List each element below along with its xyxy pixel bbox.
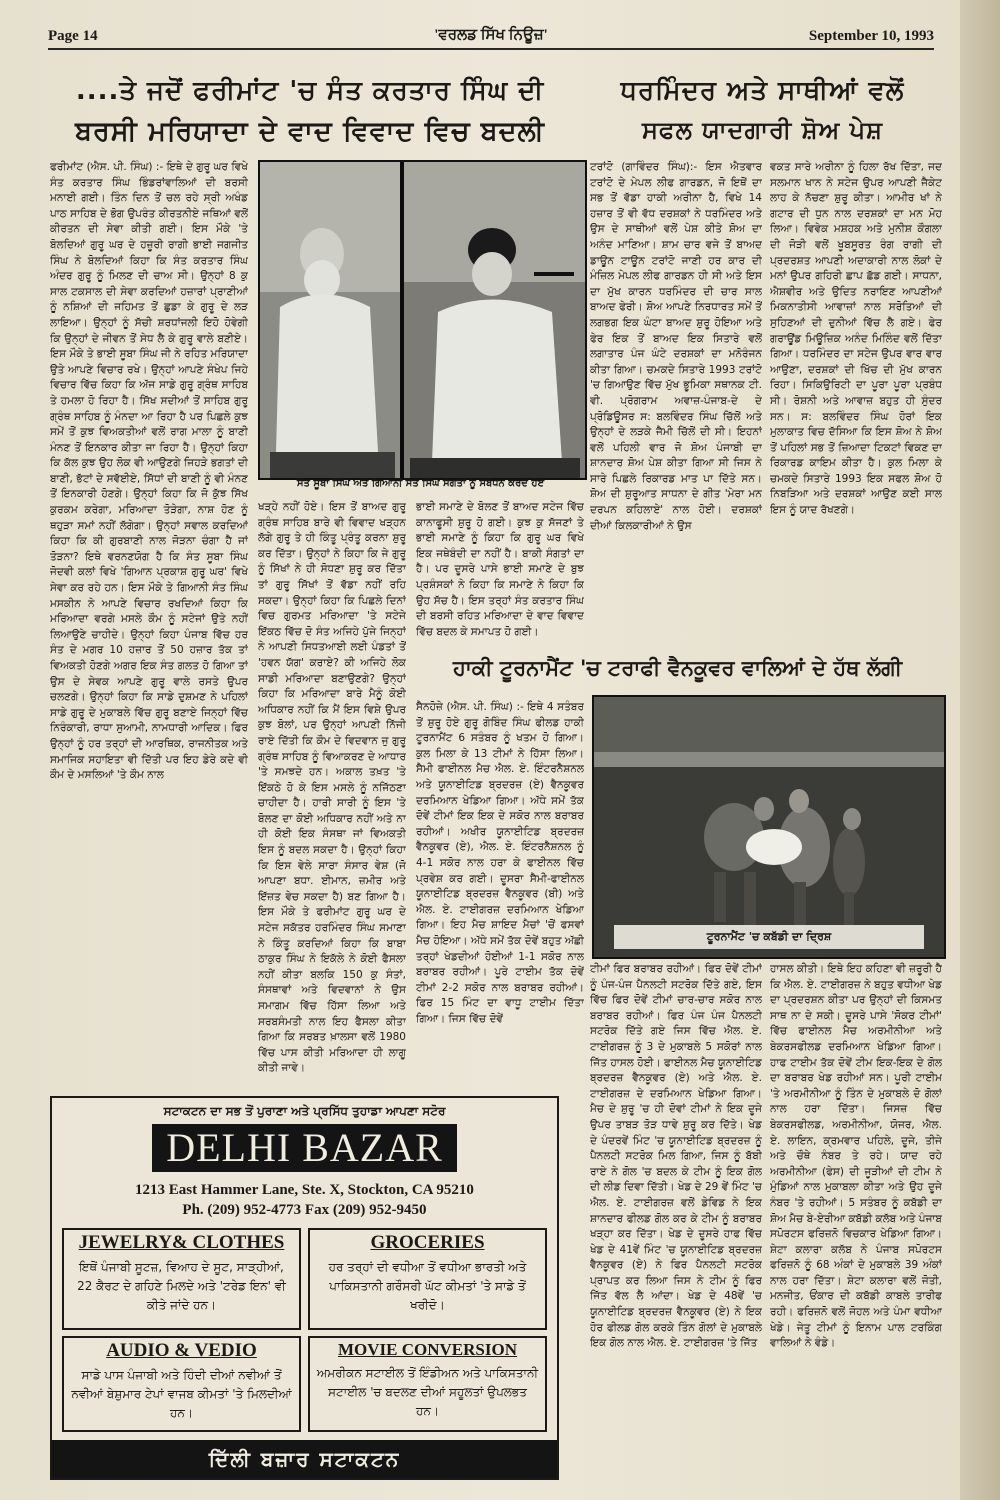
hockey-col1: ਸੈਨਹੋਜ਼ੇ (ਐਸ. ਪੀ. ਸਿੰਘ) :- ਇਥੇ 4 ਸਤੰਬਰ ਤੋਂ ਸ਼ੁਰੂ ਹੋਏ ਗੁਰੂ ਗੋਬਿੰਦ ਸਿੰਘ ਫੀਲਡ ਹਾਕੀ ਟੂਰਨਾਮੈਂਟ 6 ਸਤੰਬਰ ਨੂੰ ਖਤਮ ਹੋ ਗਿਆ। ਕੁਲ ਮਿਲਾ ਕੇ 13 ਟੀਮਾਂ ਨੇ ਹਿੱਸਾ ਲਿਆ। ਸੈਮੀ ਫਾਈਨਲ ਮੈਚ ਐਲ. ਏ. ਇੰਟਰਨੈਸ਼ਨਲ ਅਤੇ ਯੂਨਾਈਟਿਡ ਬ੍ਰਦਰਜ਼ (ਏ) ਵੈਨਕੂਵਰ ਦਰਮਿਆਨ ਖੇਡਿਆ ਗਿਆ। ਅੱਧੇ ਸਮੇਂ ਤੱਕ ਦੋਵੇਂ ਟੀਮਾਂ ਇਕ ਇਕ ਦੇ ਸਕੋਰ ਨਾਲ ਬਰਾਬਰ ਰਹੀਆਂ। ਅਖੀਰ ਯੂਨਾਈਟਿਡ ਬ੍ਰਦਰਜ਼ ਵੈਨਕੂਵਰ (ਏ), ਐਲ. ਏ. ਇੰਟਰਨੈਸ਼ਨਲ ਨੂੰ 4-1 ਸਕੋਰ ਨਾਲ ਹਰਾ ਕੇ ਫਾਈਨਲ ਵਿੱਚ ਪ੍ਰਵੇਸ਼ ਕਰ ਗਈ। ਦੂਸਰਾ ਸੈਮੀ-ਫਾਈਨਲ ਯੂਨਾਈਟਿਡ ਬ੍ਰਦਰਜ਼ ਵੈਨਕੂਵਰ (ਬੀ) ਅਤੇ ਐਲ. ਏ. ਟਾਈਗਰਜ਼ ਦਰਮਿਆਨ ਖੇਡਿਆ ਗਿਆ। ਇਹ ਮੈਚ ਸ਼ਾਇਦ ਮੈਚਾਂ 'ਚੋਂ ਫਸਵਾਂ ਮੈਚ ਹੋਇਆ। ਅੱਧੇ ਸਮੇਂ ਤੱਕ ਦੋਵੇਂ ਬਹੁਤ ਅੱਛੀ ਤਰ੍ਹਾਂ ਖੇਡਦੀਆਂ ਹੋਈਆਂ 1-1 ਸਕੋਰ ਨਾਲ ਬਰਾਬਰ ਰਹੀਆਂ। ਪੂਰੇ ਟਾਈਮ ਤੱਕ ਦੋਵੇਂ ਟੀਮਾਂ 2-2 ਸਕੋਰ ਨਾਲ ਬਰਾਬਰ ਰਹੀਆਂ। ਫਿਰ 15 ਮਿੰਟ ਦਾ ਵਾਧੂ ਟਾਈਮ ਦਿੱਤਾ ਗਿਆ। ਜਿਸ ਵਿੱਚ ਦੋਵੇਂ xyxy=(416,701,584,1025)
left-article-col1: ਫਰੀਮਾਂਟ (ਐਸ. ਪੀ. ਸਿੰਘ) :- ਇਥੇ ਦੇ ਗੁਰੂ ਘਰ ਵਿਖੇ ਸੰਤ ਕਰਤਾਰ ਸਿੰਘ ਭਿੰਡਰਾਂਵਾਲਿਆਂ ਦੀ ਬਰਸੀ ਮਨਾਈ ਗਈ। ਤਿੰਨ ਦਿਨ ਤੋਂ ਚਲ ਰਹੇ ਸ੍ਰੀ ਅਖੰਡ ਪਾਠ ਸਾਹਿਬ ਦੇ ਭੋਗ ਉਪਰੰਤ ਕੀਰਤਨੀਏ ਜਥਿਆਂ ਵਲੋਂ ਕੀਰਤਨ ਦੀ ਸੇਵਾ ਕੀਤੀ ਗਈ। ਇਸ ਮੌਕੇ 'ਤੇ ਬੋਲਦਿਆਂ ਗੁਰੂ ਘਰ ਦੇ ਹਜ਼ੂਰੀ ਰਾਗੀ ਭਾਈ ਜਗਜੀਤ ਸਿੰਘ ਨੇ ਬੋਲਦਿਆਂ ਕਿਹਾ ਕਿ ਸੰਤ ਕਰਤਾਰ ਸਿੰਘ ਅੰਦਰ ਗੁਰੂ ਨੂੰ ਮਿਲਣ ਦੀ ਚਾਅ ਸੀ। ਉਨ੍ਹਾਂ 8 ਕੁ ਸਾਲ ਟਕਸਾਲ ਦੀ ਸੇਵਾ ਕਰਦਿਆਂ ਹਜ਼ਾਰਾਂ ਪ੍ਰਾਣੀਆਂ ਨੂੰ ਨਸ਼ਿਆਂ ਦੀ ਜਹਿਮਤ ਤੋਂ ਛੁਡਾ ਕੇ ਗੁਰੂ ਦੇ ਲੜ ਲਾਇਆ। ਉਨ੍ਹਾਂ ਨੂੰ ਸੱਚੀ ਸ਼ਰਧਾਂਜਲੀ ਇਹੋ ਹੋਵੇਗੀ ਕਿ ਉਨ੍ਹਾਂ ਦੇ ਜੀਵਨ ਤੋਂ ਸੇਧ ਲੈ ਕੇ ਗੁਰੂ ਵਾਲੇ ਬਣੀਏ। ਇਸ ਮੌਕੇ ਤੇ ਭਾਈ ਸੂਬਾ ਸਿੰਘ ਜੀ ਨੇ ਰਹਿਤ ਮਰਿਯਾਦਾ ਉਤੇ ਆਪਣੇ ਵਿਚਾਰ ਰਖੇ। ਉਨ੍ਹਾਂ ਆਪਣੇ ਸੰਖੇਪ ਜਿਹੇ ਵਿਚਾਰ ਵਿੱਚ ਕਿਹਾ ਕਿ ਅੱਜ ਸਾਡੇ ਗੁਰੂ ਗ੍ਰੰਥ ਸਾਹਿਬ ਤੇ ਹਮਲਾ ਹੋ ਰਿਹਾ ਹੈ। ਸਿੱਖ ਸਦੀਆਂ ਤੋਂ ਸਾਹਿਬ ਗੁਰੂ ਗ੍ਰੰਥ ਸਾਹਿਬ ਨੂੰ ਮੰਨਦਾ ਆ ਰਿਹਾ ਹੈ ਪਰ ਪਿਛਲੇ ਕੁਝ ਸਮੇਂ ਤੋਂ ਕੁਝ ਵਿਅਕਤੀਆਂ ਵਲੋਂ ਰਾਗ ਮਾਲਾ ਨੂੰ ਬਾਣੀ ਮੰਨਣ ਤੋਂ ਇਨਕਾਰ ਕੀਤਾ ਜਾ ਰਿਹਾ ਹੈ। ਉਨ੍ਹਾਂ ਕਿਹਾ ਕਿ ਕੱਲ ਕੁਝ ਉਹ ਲੋਕ ਵੀ ਆਉਣਗੇ ਜਿਹੜੇ ਭਗਤਾਂ ਦੀ ਬਾਣੀ, ਭੱਟਾਂ ਦੇ ਸਵੱਈਏ, ਸਿੱਧਾਂ ਦੀ ਬਾਣੀ ਨੂੰ ਵੀ ਮੰਨਣ ਤੋਂ ਇਨਕਾਰੀ ਹੋਣਗੇ। ਉਨ੍ਹਾਂ ਕਿਹਾ ਕਿ ਜੋ ਕੁੱਝ ਸਿੱਖ ਕੁਰਕਮ ਕਰੇਗਾ, ਮਰਿਆਦਾ ਤੋੜੇਗਾ, ਨਾਸ਼ ਹੋਣ ਨੂੰ ਥਹੁੜਾ ਸਮਾਂ ਨਹੀਂ ਲੱਗੇਗਾ। ਉਨ੍ਹਾਂ ਸਵਾਲ ਕਰਦਿਆਂ ਕਿਹਾ ਕਿ ਕੀ ਗੁਰਬਾਣੀ ਨਾਲ ਜੋੜਨਾ ਚੰਗਾ ਹੈ ਜਾਂ ਤੋੜਨਾ? ਇਥੇ ਵਰਨਣਯੋਗ ਹੈ ਕਿ ਸੰਤ ਸੂਬਾ ਸਿੰਘ ਜੋਦਵੀ ਕਲਾਂ ਵਿਖੇ 'ਗਿਆਨ ਪ੍ਰਕਾਸ਼ ਗੁਰੂ ਘਰ' ਵਿਖੇ ਸੇਵਾ ਕਰ ਰਹੇ ਹਨ। ਇਸ ਮੌਕੇ ਤੇ ਗਿਆਨੀ ਸੰਤ ਸਿੰਘ ਮਸਕੀਨ ਨੇ ਆਪਣੇ ਵਿਚਾਰ ਰਖਦਿਆਂ ਕਿਹਾ ਕਿ ਮਰਿਆਦਾ ਵਰਗੇ ਮਸਲੇ ਕੌਮ ਨੂੰ ਸਟੇਜਾਂ ਉਤੇ ਨਹੀਂ ਲਿਆਉਣੇ ਚਾਹੀਦੇ। ਉਨ੍ਹਾਂ ਕਿਹਾ ਪੰਜਾਬ ਵਿੱਚ ਹਰ ਸੰਤ ਦੇ ਮਗਰ 10 ਹਜ਼ਾਰ ਤੋਂ 50 ਹਜ਼ਾਰ ਤੱਕ ਤਾਂ ਵਿਅਕਤੀ ਹੋਣਗੇ ਅਗਰ ਇਕ ਸੰਤ ਗਲਤ ਹੋ ਗਿਆ ਤਾਂ ਉਸ ਦੇ ਸੇਵਕ ਆਪਣੇ ਗੁਰੂ ਵਾਲੇ ਰਸਤੇ ਉਪਰ ਚਲਣਗੇ। ਉਨ੍ਹਾਂ ਕਿਹਾ ਕਿ ਸਾਡੇ ਦੁਸ਼ਮਣ ਨੇ ਪਹਿਲਾਂ ਸਾਡੇ ਗੁਰੂ ਦੇ ਮੁਕਾਬਲੇ ਵਿੱਚ ਗੁਰੂ ਬਣਾਏ ਜਿਨ੍ਹਾਂ ਵਿੱਚ ਨਿਰੰਕਾਰੀ, ਰਾਧਾ ਸੁਆਮੀ, ਨਾਮਧਾਰੀ ਆਦਿਕ। ਫਿਰ ਉਨ੍ਹਾਂ ਨੂੰ ਹਰ ਤਰ੍ਹਾਂ ਦੀ ਆਰਥਿਕ, ਰਾਜਨੀਤਕ ਅਤੇ ਸਮਾਜਿਕ ਸਹਾਇਤਾ ਵੀ ਦਿੱਤੀ ਪਰ ਇਹ ਡੇਰੇ ਕਦੇ ਵੀ ਕੌਮ ਦੇ ਮਸਲਿਆਂ 'ਤੇ ਕੌਮ ਨਾਲ xyxy=(50,161,248,782)
left-article-col3: ਭਾਈ ਸਮਾਣੇ ਦੇ ਬੋਲਣ ਤੋਂ ਬਾਅਦ ਸਟੇਜ ਵਿੱਚ ਕਾਨਾਫੂਸੀ ਸ਼ੁਰੂ ਹੋ ਗਈ। ਕੁਝ ਕੁ ਸੱਜਣਾਂ ਤੇ ਭਾਈ ਸਮਾਣੇ ਨੂੰ ਕਿਹਾ ਕਿ ਗੁਰੂ ਘਰ ਵਿਖੇ ਇਕ ਜਥੇਬੰਦੀ ਦਾ ਨਹੀਂ ਹੈ। ਬਾਕੀ ਸੰਗਤਾਂ ਦਾ ਹੈ। ਪਰ ਦੂਸਰੇ ਪਾਸੇ ਭਾਈ ਸਮਾਣੇ ਦੇ ਬੁਝ ਪ੍ਰਸ਼ੰਸਕਾਂ ਨੇ ਕਿਹਾ ਕਿ ਸਮਾਣੇ ਨੇ ਕਿਹਾ ਕਿ ਉਹ ਸੱਚ ਹੈ। ਇਸ ਤਰ੍ਹਾਂ ਸੰਤ ਕਰਤਾਰ ਸਿੰਘ ਦੀ ਬਰਸੀ ਰਹਿਤ ਮਰਿਆਦਾ ਦੇ ਵਾਦ ਵਿਵਾਦ ਵਿੱਚ ਬਦਲ ਕੇ ਸਮਾਪਤ ਹੋ ਗਈ। xyxy=(416,501,584,638)
ad-footer-banner: ਦਿੱਲੀ ਬਜ਼ਾਰ ਸਟਾਕਟਨ xyxy=(52,1440,557,1478)
issue-date: September 10, 1993 xyxy=(808,28,934,44)
ad-box-movie-conversion xyxy=(308,1336,547,1432)
headline-left-line1: ....ਤੇ ਜਦੋਂ ਫਰੀਮਾਂਟ 'ਚ ਸੰਤ ਕਰਤਾਰ ਸਿੰਘ ਦੀ xyxy=(75,76,545,106)
kabaddi-photo xyxy=(592,695,946,959)
ad-box-groceries-title: GROCERIES xyxy=(370,1232,485,1253)
ad-box-audio-video-title: AUDIO & VEDIO xyxy=(106,1340,257,1361)
page-number: Page 14 xyxy=(48,28,98,44)
kabaddi-photo-caption: ਟੂਰਨਾਮੈਂਟ 'ਚ ਕਬੱਡੀ ਦਾ ਦ੍ਰਿਸ਼ xyxy=(706,930,832,943)
sant-photo xyxy=(258,160,587,480)
hockey-headline: ਹਾਕੀ ਟੂਰਨਾਮੈਂਟ 'ਚ ਟਰਾਫੀ ਵੈਨਕੂਵਰ ਵਾਲਿਆਂ ਦੇ ਹੱਥ ਲੱਗੀ xyxy=(452,656,903,680)
ad-box-jewelry-title: JEWELRY& CLOTHES xyxy=(78,1232,285,1253)
ad-box-movie-conversion-text: ਅਮਰੀਕਨ ਸਟਾਈਲ ਤੋਂ ਇੰਡੀਅਨ ਅਤੇ ਪਾਕਿਸਤਾਨੀ ਸਟਾਈਲ 'ਚ ਬਦਲਣ ਦੀਆਂ ਸਹੂਲਤਾਂ ਉਪਲਭਤ ਹਨ। xyxy=(316,1366,539,1418)
ad-address: 1213 East Hammer Lane, Ste. X, Stockton, CA 95210 xyxy=(135,1182,474,1198)
right-article-col2: ਵਕਤ ਸਾਰੇ ਅਰੀਨਾ ਨੂੰ ਹਿਲਾ ਰੱਖ ਦਿੱਤਾ, ਜਦ ਸਲਮਾਨ ਖਾਨ ਨੇ ਸਟੇਜ ਉਪਰ ਆਪਣੀ ਜੈਕੇਟ ਲਾਹ ਕੇ ਨੱਚਣਾ ਸ਼ੁਰੂ ਕੀਤਾ। ਆਮੀਰ ਖਾਂ ਨੇ ਗਟਾਰ ਦੀ ਧੁਨ ਨਾਲ ਦਰਸ਼ਕਾਂ ਦਾ ਮਨ ਮੋਹ ਲਿਆ। ਵਿਵੇਕ ਮਸ਼ਹਕ ਅਤੇ ਮੁਨੀਸ਼ ਕੌਗਲਾ ਦੀ ਜੋੜੀ ਵਲੋਂ ਖੂਬਸੂਰਤ ਰੰਗ ਰਾਗੀ ਦੀ ਪ੍ਰਦਰਸ਼ਤ ਆਪਣੀ ਅਦਾਕਾਰੀ ਨਾਲ ਲੋਕਾਂ ਦੇ ਮਨਾਂ ਉਪਰ ਗਹਿਰੀ ਛਾਪ ਛੱਡ ਗਈ। ਸਾਧਨਾ, ਐਸ਼ਵੀਰ ਅਤੇ ਉਦਿਤ ਨਰਾਇਣ ਆਪਣੀਆਂ ਮਿਕਨਾਤੀਸੀ ਆਵਾਜ਼ਾਂ ਨਾਲ ਸਰੋਤਿਆਂ ਦੀ ਸੁਹਿਣਆਂ ਦੀ ਦੁਨੀਆਂ ਵਿੱਚ ਲੈ ਗਏ। ਫੇਰ ਗਰਾਊਂਡ ਮਿਊਜ਼ਿਕ ਅਨੰਦ ਮਿਲਿੰਦ ਵਲੋਂ ਦਿੱਤਾ ਗਿਆ। ਧਰਮਿੰਦਰ ਦਾ ਸਟੇਜ ਉਪਰ ਵਾਰ ਵਾਰ ਆਉਣਾ, ਦਰਸ਼ਕਾਂ ਦੀ ਖਿੱਚ ਦੀ ਮੁੱਖ ਕਾਰਨ ਰਿਹਾ। ਸਿਕਿਉਰਿਟੀ ਦਾ ਪੂਰਾ ਪੂਰਾ ਪ੍ਰਬੰਧ ਸੀ। ਰੋਸ਼ਨੀ ਅਤੇ ਆਵਾਜ਼ ਬਹੁਤ ਹੀ ਸੁੰਦਰ ਸਨ। ਸ: ਬਲਵਿੰਦਰ ਸਿੰਘ ਹੋਰਾਂ ਇਕ ਮੁਲਾਕਾਤ ਵਿਚ ਦੱਸਿਆ ਕਿ ਇਸ ਸ਼ੋਅ ਨੇ ਸ਼ੋਅ ਤੋਂ ਪਹਿਲਾਂ ਸਭ ਤੋਂ ਜ਼ਿਆਦਾ ਟਿਕਟਾਂ ਵਿਕਣ ਦਾ ਰਿਕਾਰਡ ਕਾਇਮ ਕੀਤਾ ਹੈ। ਕੁਲ ਮਿਲਾ ਕੇ ਚਮਕਦੇ ਸਿਤਾਰੇ 1993 ਇਕ ਸਫਲ ਸ਼ੋਅ ਹੋ ਨਿਬੜਿਆ ਅਤੇ ਦਰਸ਼ਕਾਂ ਆਉਣ ਕਈ ਸਾਲ ਇਸ ਨੂੰ ਯਾਦ ਰੱਖਣਗੇ। xyxy=(770,161,942,517)
right-article-col1: ਟਰਾਂਟੋ (ਗਾਵਿੰਦਰ ਸਿੰਘ):- ਇਸ ਐਤਵਾਰ ਟਰਾਂਟੋ ਦੇ ਮੇਪਲ ਲੀਫ ਗਾਰਡਨ, ਜੋ ਇਥੋਂ ਦਾ ਸਭ ਤੋਂ ਵੱਡਾ ਹਾਕੀ ਅਰੀਨਾ ਹੈ, ਵਿਖੇ 14 ਹਜ਼ਾਰ ਤੋਂ ਵੀ ਵੱਧ ਦਰਸ਼ਕਾਂ ਨੇ ਧਰਮਿੰਦਰ ਅਤੇ ਉਸ ਦੇ ਸਾਥੀਆਂ ਵਲੋਂ ਪੇਸ਼ ਕੀਤੇ ਸ਼ੋਅ ਦਾ ਅਨੰਦ ਮਾਣਿਆ। ਸ਼ਾਮ ਚਾਰ ਵਜੇ ਤੋਂ ਬਾਅਦ ਡਾਊਨ ਟਾਊਨ ਟਰਾਂਟੋ ਜਾਣੀ ਹਰ ਕਾਰ ਦੀ ਮੰਜ਼ਿਲ ਮੇਪਲ ਲੀਫ ਗਾਰਡਨ ਹੀ ਸੀ ਅਤੇ ਇਸ ਦਾ ਮੁੱਖ ਕਾਰਨ ਧਰਮਿੰਦਰ ਦੀ ਚਾਰ ਸਾਲ ਬਾਅਦ ਫੇਰੀ। ਸ਼ੋਅ ਆਪਣੇ ਨਿਰਧਾਰਤ ਸਮੇਂ ਤੋਂ ਲਗਭਗ ਇਕ ਘੰਟਾ ਬਾਅਦ ਸ਼ੁਰੂ ਹੋਇਆ ਅਤੇ ਫੇਰ ਇਕ ਤੋਂ ਬਾਅਦ ਇਕ ਸਿਤਾਰੇ ਵਲੋਂ ਲਗਾਤਾਰ ਪੰਜ ਘੰਟੇ ਦਰਸ਼ਕਾਂ ਦਾ ਮਨੋਰੰਜਨ ਕੀਤਾ ਗਿਆ। ਚਮਕਦੇ ਸਿਤਾਰੇ 1993 ਟਰਾਂਟੋ 'ਚ ਗਿਆਉਣ ਵਿੱਚ ਮੁੱਖ ਭੂਮਿਕਾ ਸਥਾਨਕ ਟੀ. ਵੀ. ਪ੍ਰੋਗਰਾਮ ਅਵਾਜ਼-ਪੰਜਾਬ-ਦੇ ਦੇ ਪ੍ਰੋਡਿਊਸਰ ਸ: ਬਲਵਿੰਦਰ ਸਿੰਘ ਚਿੱਲੋਂ ਅਤੇ ਉਨ੍ਹਾਂ ਦੇ ਲੜਕੇ ਜੈਮੀ ਚਿੱਲੋਂ ਦੀ ਸੀ। ਇਹਨਾਂ ਵਲੋਂ ਪਹਿਲੀ ਵਾਰ ਜੋ ਸ਼ੋਅ ਪੰਜਾਬੀ ਦਾ ਸ਼ਾਨਦਾਰ ਸ਼ੋਅ ਪੇਸ਼ ਕੀਤਾ ਗਿਆ ਸੀ ਜਿਸ ਨੇ ਸਾਰੇ ਪਿਛਲੇ ਰਿਕਾਰਡ ਮਾਤ ਪਾ ਦਿੱਤੇ ਸਨ। ਸ਼ੋਅ ਦੀ ਸ਼ੁਰੂਆਤ ਸਾਧਨਾ ਦੇ ਗੀਤ 'ਮੇਰਾ ਮਨ ਦਰਪਨ ਕਹਿਲਾਏ' ਨਾਲ ਹੋਈ। ਦਰਸ਼ਕਾਂ ਦੀਆਂ ਕਿਲਕਾਰੀਆਂ ਨੇ ਉਸ xyxy=(590,161,762,532)
ad-box-movie-conversion-title: MOVIE CONVERSION xyxy=(338,1340,517,1359)
hockey-col2: ਟੀਮਾਂ ਫਿਰ ਬਰਾਬਰ ਰਹੀਆਂ। ਫਿਰ ਦੋਵੇਂ ਟੀਮਾਂ ਨੂੰ ਪੰਜ-ਪੰਜ ਪੈਨਲਟੀ ਸਟਰੋਕ ਦਿੱਤੇ ਗਏ, ਇਸ ਵਿੱਚ ਫਿਰ ਦੋਵੇਂ ਟੀਮਾਂ ਚਾਰ-ਚਾਰ ਸਕੋਰ ਨਾਲ ਬਰਾਬਰ ਰਹੀਆਂ। ਫਿਰ ਪੰਜ ਪੰਜ ਪੈਨਲਟੀ ਸਟਰੋਕ ਦਿੱਤੇ ਗਏ ਜਿਸ ਵਿੱਚ ਐਲ. ਏ. ਟਾਈਗਰਜ਼ ਨੂੰ 3 ਦੇ ਮੁਕਾਬਲੇ 5 ਸਕੋਰਾਂ ਨਾਲ ਜਿੱਤ ਹਾਸਲ ਹੋਈ। ਫਾਈਨਲ ਮੈਚ ਯੂਨਾਈਟਿਡ ਬ੍ਰਦਰਜ਼ ਵੈਨਕੂਵਰ (ਏ) ਅਤੇ ਐਲ. ਏ. ਟਾਈਗਰਜ਼ ਦੇ ਦਰਮਿਆਨ ਖੇਡਿਆ ਗਿਆ। ਮੈਚ ਦੇ ਸ਼ੁਰੂ 'ਚ ਹੀ ਦੋਵਾਂ ਟੀਮਾਂ ਨੇ ਇਕ ਦੂਜੇ ਉਪਰ ਤਾਬੜ ਤੋੜ ਧਾਵੇ ਸ਼ੁਰੂ ਕਰ ਦਿੱਤੇ। ਖੇਡ ਦੇ ਪੰਦਰਵੇਂ ਮਿੰਟ 'ਚ ਯੂਨਾਈਟਿਡ ਬ੍ਰਦਰਜ਼ ਨੂੰ ਪੈਨਲਟੀ ਸਟਰੋਕ ਮਿਲ ਗਿਆ, ਜਿਸ ਨੂੰ ਬੱਬੀ ਰਾਏ ਨੇ ਗੋਲ 'ਚ ਬਦਲ ਕੇ ਟੀਮ ਨੂੰ ਇਕ ਗੋਲ ਦੀ ਲੀਡ ਦਿਵਾ ਦਿੱਤੀ। ਖੇਡ ਦੇ 29 ਵੇਂ ਮਿੰਟ 'ਚ ਐਲ. ਏ. ਟਾਈਗਰਜ਼ ਵਲੋਂ ਡੇਵਿਡ ਨੇ ਇਕ ਸ਼ਾਨਦਾਰ ਫੀਲਡ ਗੋਲ ਕਰ ਕੇ ਟੀਮ ਨੂੰ ਬਰਾਬਰ ਖੜ੍ਹਾ ਕਰ ਦਿੱਤਾ। ਖੇਡ ਦੇ ਦੂਸਰੇ ਹਾਫ ਵਿੱਚ ਖੇਡ ਦੇ 41ਵੇਂ ਮਿੰਟ 'ਚ ਯੂਨਾਈਟਿਡ ਬ੍ਰਦਰਜ਼ ਵੈਨਕੂਵਰ (ਏ) ਨੇ ਫਿਰ ਪੈਨਲਟੀ ਸਟਰੋਕ ਪ੍ਰਾਪਤ ਕਰ ਲਿਆ ਜਿਸ ਨੇ ਟੀਮ ਨੂੰ ਫਿਰ ਜਿੱਤ ਵੱਲ ਲੈ ਆਂਦਾ। ਖੇਡ ਦੇ 48ਵੇਂ 'ਚ ਯੂਨਾਈਟਿਡ ਬ੍ਰਦਰਜ਼ ਵੈਨਕੂਵਰ (ਏ) ਨੇ ਇਕ ਹੋਰ ਫੀਲਡ ਗੋਲ ਕਰਕੇ ਤਿੰਨ ਗੋਲਾਂ ਦੇ ਮੁਕਾਬਲੇ ਇਕ ਗੋਲ ਨਾਲ ਐਲ. ਏ. ਟਾਈਗਰਜ਼ 'ਤੇ ਜਿੱਤ xyxy=(590,963,762,1350)
ad-box-audio-video xyxy=(62,1336,301,1432)
sant-photo-caption: ਸੰਤ ਸੂਬਾ ਸਿੰਘ ਅਤੇ ਗਿਆਨੀ ਸੰਤ ਸਿੰਘ ਸੰਗਤਾਂ ਨੂੰ ਸੰਬੋਧਨ ਕਰਦੇ ਹੋਏ xyxy=(296,478,545,489)
kabaddi-photo-image xyxy=(594,697,944,957)
newspaper-title: 'ਵਰਲਡ ਸਿੱਖ ਨਿਊਜ਼' xyxy=(434,27,548,43)
page-header xyxy=(48,26,934,50)
ad-store-name: DELHI BAZAR xyxy=(152,1124,457,1172)
ad-box-audio-video-text: ਸਾਡੇ ਪਾਸ ਪੰਜਾਬੀ ਅਤੇ ਹਿੰਦੀ ਦੀਆਂ ਨਵੀਆਂ ਤੋਂ ਨਵੀਆਂ ਬੇਸ਼ੁਮਾਰ ਟੇਪਾਂ ਵਾਜਬ ਕੀਮਤਾਂ 'ਤੇ ਮਿਲਦੀਆਂ ਹਨ। xyxy=(71,1368,292,1420)
ad-address-block xyxy=(52,1180,557,1220)
page-edge-shadow xyxy=(960,0,1000,1500)
sant-photo-image xyxy=(260,162,585,478)
headline-right-line1: ਧਰਮਿੰਦਰ ਅਤੇ ਸਾਥੀਆਂ ਵਲੋਂ xyxy=(620,76,905,106)
headline-left-line2: ਬਰਸੀ ਮਰਿਯਾਦਾ ਦੇ ਵਾਦ ਵਿਵਾਦ ਵਿਚ ਬਦਲੀ xyxy=(75,116,545,147)
ad-phone-fax: Ph. (209) 952-4773 Fax (209) 952-9450 xyxy=(182,1202,427,1218)
ad-tagline: ਸਟਾਕਟਨ ਦਾ ਸਭ ਤੋਂ ਪੁਰਾਣਾ ਅਤੇ ਪ੍ਰਸਿੱਧ ਤੁਹਾਡਾ ਆਪਣਾ ਸਟੋਰ xyxy=(163,1104,446,1118)
ad-box-groceries-text: ਹਰ ਤਰ੍ਹਾਂ ਦੀ ਵਧੀਆ ਤੋਂ ਵਧੀਆ ਭਾਰਤੀ ਅਤੇ ਪਾਕਿਸਤਾਨੀ ਗਰੌਸਰੀ ਘੱਟ ਕੀਮਤਾਂ 'ਤੇ ਸਾਡੇ ਤੋਂ ਖਰੀਦੋ। xyxy=(328,1260,527,1312)
left-article-col2: ਖੜ੍ਹੇ ਨਹੀਂ ਹੋਏ। ਇਸ ਤੋਂ ਬਾਅਦ ਗੁਰੂ ਗ੍ਰੰਥ ਸਾਹਿਬ ਬਾਰੇ ਵੀ ਵਿਵਾਦ ਖੜ੍ਹਨ ਲੱਗੇ ਗੁਰੂ ਤੇ ਹੀ ਕਿੰਤੂ ਪ੍ਰੰਤੂ ਕਰਨਾ ਸ਼ੁਰੂ ਕਰ ਦਿੱਤਾ। ਉਨ੍ਹਾਂ ਨੇ ਕਿਹਾ ਕਿ ਜੇ ਗੁਰੂ ਨੂੰ ਸਿੱਖਾਂ ਨੇ ਹੀ ਸੋਧਣਾ ਸ਼ੁਰੂ ਕਰ ਦਿੱਤਾ ਤਾਂ ਗੁਰੂ ਸਿੱਖਾਂ ਤੋਂ ਵੱਡਾ ਨਹੀਂ ਰਹਿ ਸਕਦਾ। ਉਨ੍ਹਾਂ ਕਿਹਾ ਕਿ ਪਿਛਲੇ ਦਿਨਾਂ ਵਿਚ ਗੁਰਮਤ ਮਰਿਆਦਾ 'ਤੇ ਸਟੇਜੇ ਇੱਕਠ ਵਿੱਚ ਦੋ ਸੰਤ ਅਜਿਹੇ ਪੁੱਜੇ ਜਿਨ੍ਹਾਂ ਨੇ ਆਪਣੀ ਸਿਧਤਆਈ ਲਈ ਪੰਡਤਾਂ ਤੋਂ 'ਹਵਨ ਯੱਗ' ਕਰਾਏ? ਕੀ ਅਜਿਹੇ ਲੋਕ ਸਾਡੀ ਮਰਿਆਦਾ ਬਣਾਉਣਗੇ? ਉਨ੍ਹਾਂ ਕਿਹਾ ਕਿ ਮਰਿਆਦਾ ਬਾਰੇ ਮੈਨੂੰ ਕੋਈ ਅਧਿਕਾਰ ਨਹੀਂ ਕਿ ਮੈਂ ਇਸ ਵਿਸ਼ੇ ਉਪਰ ਕੁਝ ਬੋਲਾਂ, ਪਰ ਉਨ੍ਹਾਂ ਆਪਣੀ ਨਿੱਜੀ ਰਾਏ ਦਿੱਤੀ ਕਿ ਕੌਮ ਦੇ ਵਿਦਵਾਨ ਜੁ ਗੁਰੂ ਗ੍ਰੰਥ ਸਾਹਿਬ ਨੂੰ ਵਿਆਕਰਣ ਦੇ ਆਧਾਰ 'ਤੇ ਸਮਝਦੇ ਹਨ। ਅਕਾਲ ਤਖ਼ਤ 'ਤੇ ਇੱਕਠੇ ਹੋ ਕੇ ਇਸ ਮਸਲੇ ਨੂੰ ਨਜਿੱਠਣਾ ਚਾਹੀਦਾ ਹੈ। ਹਾਰੀ ਸਾਰੀ ਨੂੰ ਇਸ 'ਤੇ ਬੋਲਣ ਦਾ ਕੋਈ ਅਧਿਕਾਰ ਨਹੀਂ ਅਤੇ ਨਾ ਹੀ ਕੋਈ ਇਕ ਸੰਸਥਾ ਜਾਂ ਵਿਅਕਤੀ ਇਸ ਨੂੰ ਬਦਲ ਸਕਦਾ ਹੈ। ਉਨ੍ਹਾਂ ਕਿਹਾ ਕਿ ਇਸ ਵੇਲੇ ਸਾਰਾ ਸੰਸਾਰ ਵੇਸ਼ (ਜੋ ਆਪਣਾ ਬਧਾ. ਈਮਾਨ, ਜ਼ਮੀਰ ਅਤੇ ਇੱਜ਼ਤ ਵੇਚ ਸਕਦਾ ਹੈ) ਬਣ ਗਿਆ ਹੈ। ਇਸ ਮੌਕੇ ਤੇ ਫਰੀਮਾਂਟ ਗੁਰੂ ਘਰ ਦੇ ਸਟੇਜ ਸਕੱਤਰ ਹਰਮਿੰਦਰ ਸਿੰਘ ਸਮਾਣਾ ਨੇ ਕਿੰਤੂ ਕਰਦਿਆਂ ਕਿਹਾ ਕਿ ਬਾਬਾ ਠਾਕੁਰ ਸਿੰਘ ਨੇ ਇਕੱਲੇ ਨੇ ਕੋਈ ਫੈਸਲਾ ਨਹੀਂ ਕੀਤਾ ਬਲਕਿ 150 ਕੁ ਸੰਤਾਂ, ਸੰਸਥਾਵਾਂ ਅਤੇ ਵਿਦਵਾਨਾਂ ਨੇ ਉਸ ਸਮਾਗਮ ਵਿੱਚ ਹਿੱਸਾ ਲਿਆ ਅਤੇ ਸਰਬਸੰਮਤੀ ਨਾਲ ਇਹ ਫੈਸਲਾ ਕੀਤਾ ਗਿਆ ਕਿ ਸਰਬਤ ਖ਼ਾਲਸਾ ਵਲੋਂ 1980 ਵਿੱਚ ਪਾਸ ਕੀਤੀ ਮਰਿਆਦਾ ਹੀ ਲਾਗੂ ਕੀਤੀ ਜਾਵੇ। xyxy=(258,501,406,1075)
ad-box-jewelry xyxy=(62,1228,301,1330)
ad-box-groceries xyxy=(308,1228,547,1330)
hockey-col3: ਹਾਸਲ ਕੀਤੀ। ਇਥੇ ਇਹ ਕਹਿਣਾ ਵੀ ਜ਼ਰੂਰੀ ਹੈ ਕਿ ਐਲ. ਏ. ਟਾਈਗਰਜ਼ ਨੇ ਬਹੁਤ ਵਧੀਆ ਖੇਡ ਦਾ ਪ੍ਰਦਰਸ਼ਨ ਕੀਤਾ ਪਰ ਉਨ੍ਹਾਂ ਦੀ ਕਿਸਮਤ ਸਾਥ ਨਾ ਦੇ ਸਕੀ। ਦੂਸਰੇ ਪਾਸੇ 'ਸੋਕਰ ਟੀਮਾਂ' ਵਿੱਚ ਫਾਈਨਲ ਮੈਚ ਅਰਮੀਨੀਆ ਅਤੇ ਬੇਕਰਸਫੀਲਡ ਦਰਮਿਆਨ ਖੇਡਿਆ ਗਿਆ। ਹਾਫ ਟਾਈਮ ਤੱਕ ਦੋਵੇਂ ਟੀਮ ਇਕ-ਇਕ ਦੇ ਗੋਲ ਦਾ ਬਰਾਬਰ ਖੇਡ ਰਹੀਆਂ ਸਨ। ਪੂਰੀ ਟਾਈਮ 'ਤੇ ਅਰਮੀਨੀਆ ਨੂੰ ਤਿੰਨ ਦੇ ਮੁਕਾਬਲੇ ਦੋ ਗੋਲਾਂ ਨਾਲ ਹਰਾ ਦਿੱਤਾ। ਜਿਸਜ਼ ਵਿੱਚ ਬੇਕਰਸਫੀਲਡ, ਅਰਮੀਨੀਆ, ਯੋਜਰ, ਐਲ. ਏ. ਲਾਇਨ, ਕ੍ਰਮਵਾਰ ਪਹਿਲੇ, ਦੂਜੇ, ਤੀਜੇ ਅਤੇ ਚੌਥੇ ਨੰਬਰ ਤੇ ਰਹੇ। ਯਾਦ ਰਹੇ ਅਰਮੀਨੀਆ (ਫੇਸ) ਦੀ ਜੂੜੀਆਂ ਦੀ ਟੀਮ ਨੇ ਮੁੰਡਿਆਂ ਨਾਲ ਮੁਕਾਬਲਾ ਕੀਤਾ ਅਤੇ ਉਹ ਦੂਜੇ ਨੰਬਰ 'ਤੇ ਰਹੀਆਂ। 5 ਸਤੰਬਰ ਨੂੰ ਕਬੱਡੀ ਦਾ ਸ਼ੋਅ ਮੈਚ ਬੇ-ਏਰੀਆ ਕਬੱਡੀ ਕਲੱਬ ਅਤੇ ਪੰਜਾਬ ਸਪੋਰਟਸ ਫਰਿਜ਼ਨੋ ਵਿਚਕਾਰ ਖੇਡਿਆ ਗਿਆ। ਸ਼ੇਟਾ ਕਲਾਰਾ ਕਲੱਬ ਨੇ ਪੰਜਾਬ ਸਪੋਰਟਸ ਫਰਿਜ਼ਨੋ ਨੂੰ 68 ਅੰਕਾਂ ਦੇ ਮੁਕਾਬਲੇ 39 ਅੰਕਾਂ ਨਾਲ ਹਰਾ ਦਿੱਤਾ। ਸ਼ੇਟਾ ਕਲਾਰਾ ਵਲੋਂ ਜੋਤੀ, ਮਨਜੀਤ, ਓਂਕਾਰ ਦੀ ਕਬੱਡੀ ਕਾਬਲੇ ਤਾਰੀਫ ਰਹੀ। ਫਰਿਜ਼ਨੋ ਵਲੋਂ ਜੋਹਲ ਅਤੇ ਪੰਮਾ ਵਧੀਆ ਖੇਡੇ। ਜੇਤੂ ਟੀਮਾਂ ਨੂੰ ਇਨਾਮ ਪਾਲ ਟਰਕਿੰਗ ਵਾਲਿਆਂ ਨੇ ਵੰਡੇ। xyxy=(770,963,942,1350)
ad-box-jewelry-text: ਇਥੋਂ ਪੰਜਾਬੀ ਸੂਟਜ਼, ਵਿਆਹ ਦੇ ਸੂਟ, ਸਾੜ੍ਹੀਆਂ, 22 ਕੈਰਟ ਦੇ ਗਹਿਣੇ ਮਿਲਦੇ ਅਤੇ 'ਟਰੇਡ ਇਨ' ਵੀ ਕੀਤੇ ਜਾਂਦੇ ਹਨ। xyxy=(77,1260,286,1312)
delhi-bazar-ad xyxy=(50,1096,559,1480)
headline-right-line2: ਸਫਲ ਯਾਦਗਾਰੀ ਸ਼ੋਅ ਪੇਸ਼ xyxy=(641,116,884,144)
